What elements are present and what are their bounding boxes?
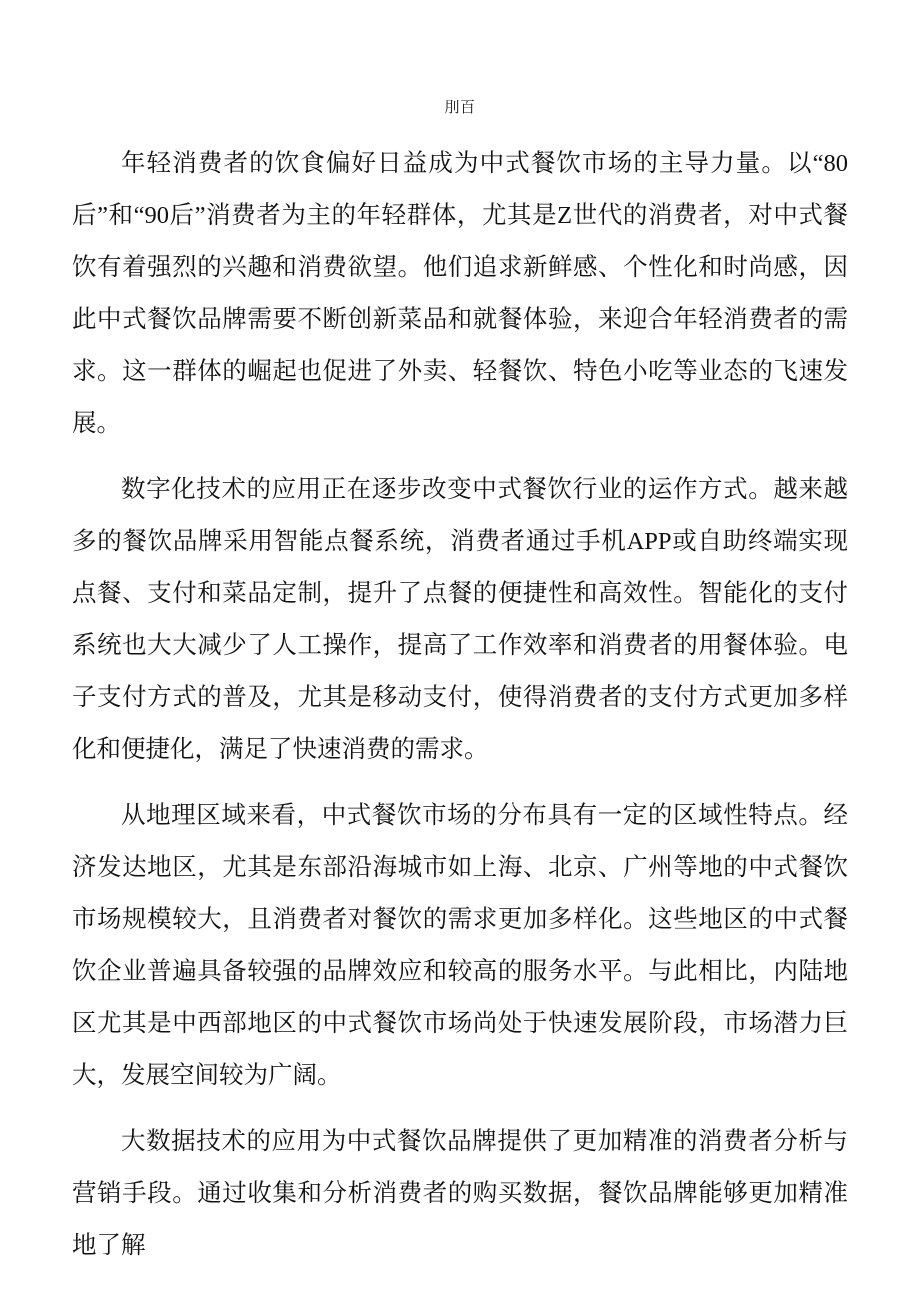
paragraph-2: 数字化技术的应用正在逐步改变中式餐饮行业的运作方式。越来越多的餐饮品牌采用智能点餐系统，消费者通过手机APP或自助终端实现点餐、支付和菜品定制，提升了点餐的便捷性和高效性。智能化的支付系统也大大减少了人工操作，提高了工作效率和消费者的用餐体验。电子支付方式的普及，尤其是移动支付，使得消费者的支付方式更加多样化和便捷化，满足了快速消费的需求。 [72, 476, 848, 763]
paragraph-4: 大数据技术的应用为中式餐饮品牌提供了更加精准的消费者分析与营销手段。通过收集和分析消费者的购买数据，餐饮品牌能够更加精准地了解 [72, 1128, 848, 1259]
document-header: 刖百 [444, 100, 476, 116]
paragraph-1: 年轻消费者的饮食偏好日益成为中式餐饮市场的主导力量。以“80后”和“90后”消费者为主的年轻群体，尤其是Z世代的消费者，对中式餐饮有着强烈的兴趣和消费欲望。他们追求新鲜感、个性化和时尚感，因此中式餐饮品牌需要不断创新菜品和就餐体验，来迎合年轻消费者的需求。这一群体的崛起也促进了外卖、轻餐饮、特色小吃等业态的飞速发展。 [72, 150, 848, 437]
page-body [72, 96, 848, 1272]
paragraph-3: 从地理区域来看，中式餐饮市场的分布具有一定的区域性特点。经济发达地区，尤其是东部沿海城市如上海、北京、广州等地的中式餐饮市场规模较大，且消费者对餐饮的需求更加多样化。这些地区的中式餐饮企业普遍具备较强的品牌效应和较高的服务水平。与此相比，内陆地区尤其是中西部地区的中式餐饮市场尚处于快速发展阶段，市场潜力巨大，发展空间较为广阔。 [72, 802, 848, 1089]
